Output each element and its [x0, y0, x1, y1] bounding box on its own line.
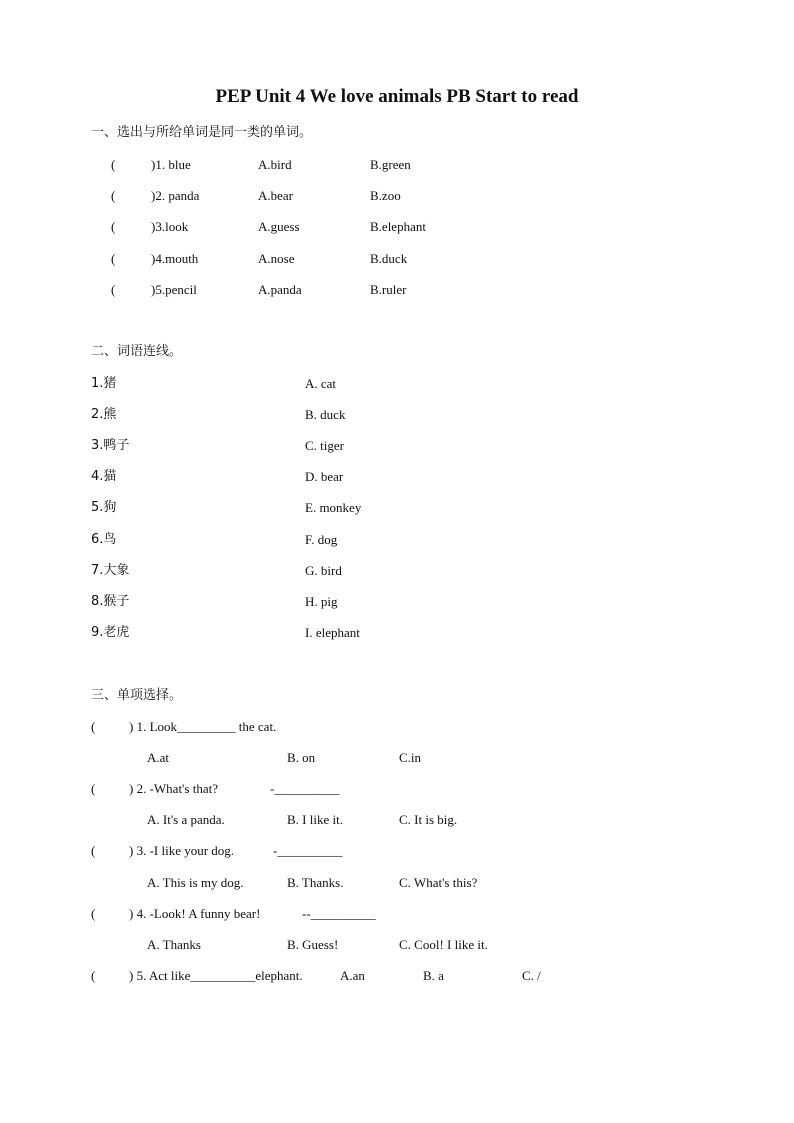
- s3-q2-option-b: B. I like it.: [287, 812, 343, 827]
- s1-q3-option-a: A.guess: [258, 219, 300, 234]
- match-left-6: 6.鸟: [91, 532, 117, 547]
- match-right-f: F. dog: [305, 532, 338, 547]
- s3-q4-stem: ) 4. -Look! A funny bear!: [129, 906, 261, 921]
- s3-q4-option-c: C. Cool! I like it.: [399, 937, 488, 952]
- section1-heading: 一、选出与所给单词是同一类的单词。: [91, 125, 313, 140]
- s3-q1-option-c: C.in: [399, 750, 422, 765]
- s3-q1-option-b: B. on: [287, 750, 316, 765]
- s1-q2-option-b: B.zoo: [370, 188, 401, 203]
- s3-q2-answer-blank: -__________: [270, 781, 340, 796]
- match-right-i: I. elephant: [305, 625, 360, 640]
- match-right-d: D. bear: [305, 469, 344, 484]
- s3-q2-stem: ) 2. -What's that?: [129, 781, 218, 796]
- s1-q4-paren: (: [111, 251, 116, 266]
- s1-q4-option-b: B.duck: [370, 251, 408, 266]
- s3-q5-option-a: A.an: [340, 968, 365, 983]
- s3-q2-option-c: C. It is big.: [399, 812, 458, 827]
- match-left-2: 2.熊: [91, 407, 117, 422]
- s3-q3-option-b: B. Thanks.: [287, 875, 344, 890]
- s1-q4-word: )4.mouth: [151, 251, 199, 266]
- s1-q5-word: )5.pencil: [151, 282, 197, 297]
- match-right-g: G. bird: [305, 563, 342, 578]
- s1-q3-paren: (: [111, 219, 116, 234]
- s1-q1-option-a: A.bird: [258, 157, 292, 172]
- s1-q5-option-a: A.panda: [258, 282, 302, 297]
- s3-q5-stem: ) 5. Act like__________elephant.: [129, 968, 303, 983]
- s1-q1-option-b: B.green: [370, 157, 411, 172]
- match-left-1: 1.猪: [91, 376, 117, 391]
- match-left-5: 5.狗: [91, 500, 117, 515]
- s3-q1-paren: (: [91, 719, 96, 734]
- match-left-4: 4.猫: [91, 469, 117, 484]
- s1-q4-option-a: A.nose: [258, 251, 295, 266]
- s3-q3-stem: ) 3. -I like your dog.: [129, 843, 235, 858]
- s3-q5-option-c: C. /: [522, 968, 541, 983]
- s1-q5-paren: (: [111, 282, 116, 297]
- match-left-8: 8.猴子: [91, 594, 130, 609]
- match-left-9: 9.老虎: [91, 625, 130, 640]
- s3-q2-paren: (: [91, 781, 96, 796]
- s3-q3-option-a: A. This is my dog.: [147, 875, 244, 890]
- s1-q3-word: )3.look: [151, 219, 189, 234]
- s3-q2-option-a: A. It's a panda.: [147, 812, 225, 827]
- s3-q4-paren: (: [91, 906, 96, 921]
- s3-q5-option-b: B. a: [423, 968, 444, 983]
- s3-q1-stem: ) 1. Look_________ the cat.: [129, 719, 277, 734]
- s1-q2-paren: (: [111, 188, 116, 203]
- match-right-e: E. monkey: [305, 500, 362, 515]
- s3-q1-option-a: A.at: [147, 750, 170, 765]
- match-right-c: C. tiger: [305, 438, 344, 453]
- s1-q1-word: )1. blue: [151, 157, 191, 172]
- page-title: PEP Unit 4 We love animals PB Start to read: [215, 86, 579, 107]
- s3-q4-option-a: A. Thanks: [147, 937, 201, 952]
- match-right-b: B. duck: [305, 407, 346, 422]
- s1-q2-word: )2. panda: [151, 188, 200, 203]
- s1-q3-option-b: B.elephant: [370, 219, 426, 234]
- s3-q4-option-b: B. Guess!: [287, 937, 339, 952]
- s1-q2-option-a: A.bear: [258, 188, 294, 203]
- s3-q4-answer-blank: --__________: [302, 906, 376, 921]
- s1-q1-paren: (: [111, 157, 116, 172]
- match-right-h: H. pig: [305, 594, 338, 609]
- match-right-a: A. cat: [305, 376, 337, 391]
- s3-q5-paren: (: [91, 968, 96, 983]
- section2-heading: 二、词语连线。: [91, 344, 183, 359]
- s1-q5-option-b: B.ruler: [370, 282, 407, 297]
- s3-q3-answer-blank: -__________: [273, 843, 343, 858]
- section3-heading: 三、单项选择。: [91, 688, 183, 703]
- s3-q3-paren: (: [91, 843, 96, 858]
- match-left-7: 7.大象: [91, 563, 130, 578]
- s3-q3-option-c: C. What's this?: [399, 875, 478, 890]
- match-left-3: 3.鸭子: [91, 438, 130, 453]
